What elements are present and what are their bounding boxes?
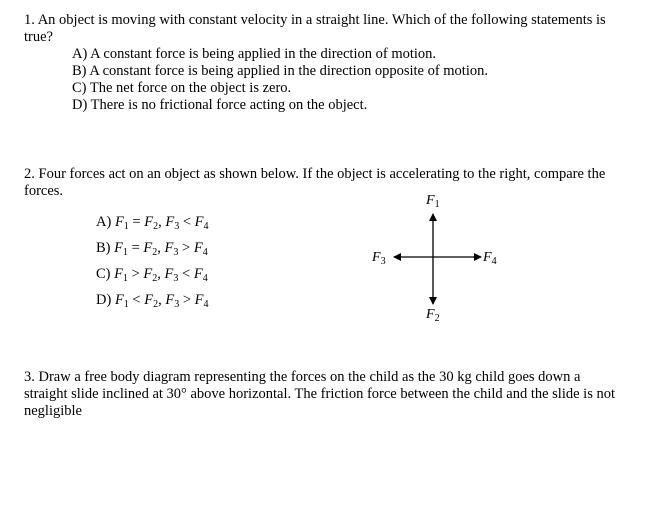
label-f2: $F_2$ xyxy=(426,307,440,324)
choice-1d: D) There is no frictional force acting on the object. xyxy=(72,97,368,113)
question-1-stem: 1. An object is moving with constant velocity in a straight line. Which of the following statements is true? xyxy=(24,12,606,45)
choice-2b: B) $F_1 = F_2$, $F_3 > F_4$ xyxy=(96,240,208,258)
question-1 xyxy=(24,12,624,114)
label-f4: $F_4$ xyxy=(483,250,497,267)
choice-1a: A) A constant force is being applied in the direction of motion. xyxy=(72,46,437,62)
question-2-stem: 2. Four forces act on an object as shown below. If the object is accelerating to the right, compare the forces. xyxy=(24,166,606,199)
question-3-stem: 3. Draw a free body diagram representing the forces on the child as the 30 kg child goes down a straight slide inclined at 30° above horizontal. The friction force between the child and the slide is not negligible xyxy=(24,369,615,419)
choice-2a: A) $F_1 = F_2$, $F_3 < F_4$ xyxy=(96,214,209,232)
question-2-choices xyxy=(96,214,209,318)
choice-2d: D) $F_1 < F_2$, $F_3 > F_4$ xyxy=(96,292,209,310)
choice-1c: C) The net force on the object is zero. xyxy=(72,80,292,96)
question-2 xyxy=(24,166,624,200)
question-3 xyxy=(24,369,624,420)
question-1-choices xyxy=(72,46,624,114)
label-f3: $F_3$ xyxy=(372,250,386,267)
choice-1b: B) A constant force is being applied in the direction opposite of motion. xyxy=(72,63,488,79)
force-diagram xyxy=(360,190,520,330)
choice-2c: C) $F_1 > F_2$, $F_3 < F_4$ xyxy=(96,266,208,284)
label-f1: $F_1$ xyxy=(426,193,440,210)
